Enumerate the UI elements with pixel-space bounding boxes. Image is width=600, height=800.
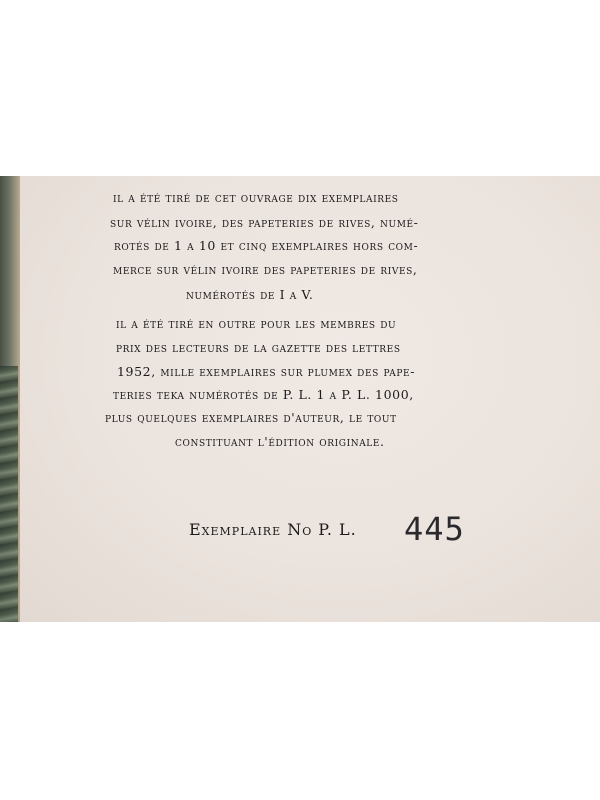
text-line: il a été tiré de cet ouvrage dix exemplaires <box>113 190 399 205</box>
text-line: numérotés de I a V. <box>186 287 314 302</box>
book-page-photo <box>0 176 600 622</box>
text-line: merce sur vélin ivoire des papeteries de rives, <box>113 262 418 277</box>
text-line: 1952, mille exemplaires sur plumex des pape- <box>117 364 416 379</box>
text-line: il a été tiré en outre pour les membres du <box>116 316 397 331</box>
exemplaire-number-stamp: 445 <box>404 510 465 548</box>
text-line: plus quelques exemplaires d'auteur, le tout <box>105 410 397 425</box>
text-line: prix des lecteurs de la gazette des lettres <box>116 340 401 355</box>
colophon-text <box>0 176 600 622</box>
text-line: rotés de 1 a 10 et cinq exemplaires hors com- <box>114 238 419 253</box>
text-line: teries teka numérotés de P. L. 1 a P. L. 1000, <box>113 387 414 402</box>
text-line: sur vélin ivoire, des papeteries de rives, numé- <box>110 215 419 230</box>
exemplaire-label: Exemplaire No P. L. <box>189 520 357 539</box>
text-line: constituant l'édition originale. <box>175 434 385 449</box>
